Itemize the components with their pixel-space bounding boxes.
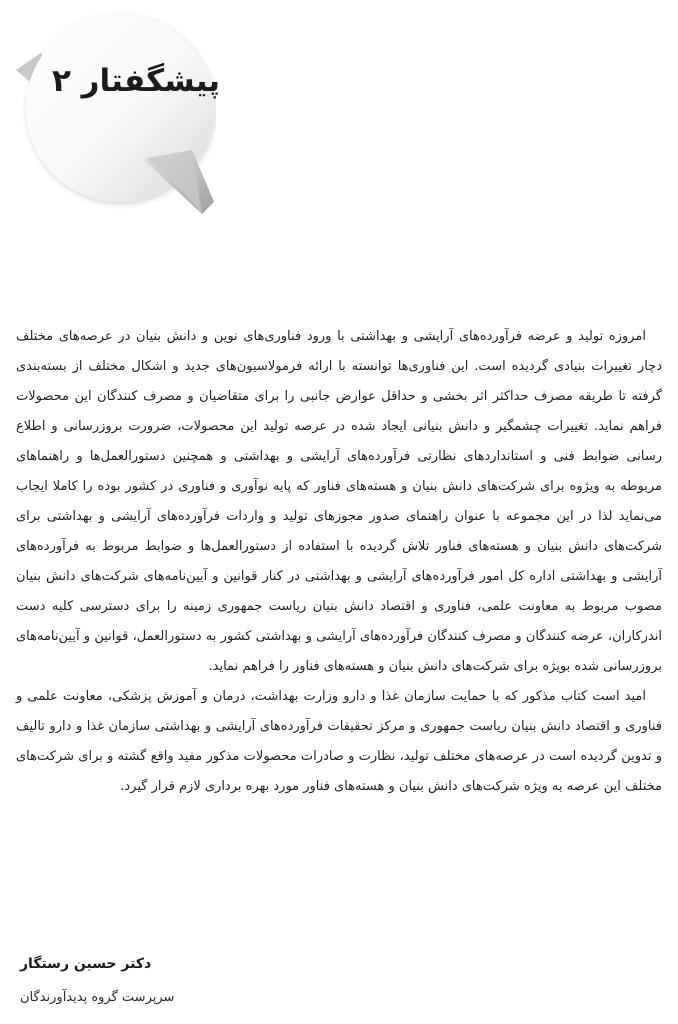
folded-circle-graphic — [16, 0, 216, 222]
chapter-title-badge — [16, 0, 220, 222]
author-role: سرپرست گروه پدیدآورندگان — [20, 990, 175, 1005]
author-name: دکتر حسین رستگار — [20, 956, 152, 972]
preface-body — [16, 322, 662, 802]
page-title: پیشگفتار ۲ — [51, 63, 220, 99]
paragraph: امروزه تولید و عرضه فرآورده‌های آرایشی و بهداشتی با ورود فناوری‌های نوین و دانش بنیان در عرصه‌های مختلف دچار تغییرات بنیادی گردیده است. این فناوری‌ها توانسته با ارائه فرمولاسیون‌های جدید و اشکال مختلف از بسته‌بندی گرفته تا طریقه مصرف حداکثر اثر بخشی و حداقل عوارض جانبی را برای متقاضیان و مصرف کنندگان این محصولات فراهم نماید. تغییرات چشمگیر و دانش بنیانی ایجاد شده در عرصه تولید این محصولات، ضرورت بروزرسانی و اطلاع رسانی ضوابط فنی و استانداردهای نظارتی فرآورده‌های آرایشی و بهداشتی و همچنین دستورالعمل‌ها و راهنماهای مربوطه به ویژوه برای شرکت‌های دانش بنیان و هسته‌های فناور که پایه نوآوری و فناوری در کشور بوده را کاملا ایجاب می‌نماید لذا در این مجموعه با عنوان راهنمای صدور مجوزهای تولید و واردات فرآورده‌های آرایشی و بهداشتی برای شرکت‌های دانش بنیان و هسته‌های فناور تلاش گردیده با استفاده از دستورالعمل‌ها و ضوابط مربوط به فرآورده‌های آرایشی و بهداشتی اداره کل امور فرآورده‌های آرایشی و بهداشتی در کنار قوانین و آیین‌نامه‌های شرکت‌های دانش بنیان مصوب مربوط به معاونت علمی، فناوری و اقتصاد دانش بنیان ریاست جمهوری زمینه را برای دسترسی کلیه دست اندرکاران، عرضه کنندگان و مصرف کنندگان فرآورده‌های آرایشی و بهداشتی کشور به دستورالعمل، قوانین و آیین‌نامه‌های بروزرسانی شده بویژه برای شرکت‌های دانش بنیان و هسته‌های فناور را فراهم نماید. — [16, 329, 662, 674]
paragraph: امید است کتاب مذکور که با حمایت سازمان غذا و دارو وزارت بهداشت، درمان و آموزش پزشکی، معاونت علمی و فناوری و اقتصاد دانش بنیان ریاست جمهوری و مرکز تحقیقات فرآورده‌های آرایشی و بهداشتی سازمان غذا و دارو تالیف و تدوین گردیده است در عرصه‌های مختلف تولید، نظارت و صادرات محصولات مذکور مفید واقع گشته و برای شرکت‌های مختلف این عرصه به ویژه شرکت‌های دانش بنیان و هسته‌های فناور مورد بهره برداری لازم قرار گیرد. — [16, 689, 662, 794]
